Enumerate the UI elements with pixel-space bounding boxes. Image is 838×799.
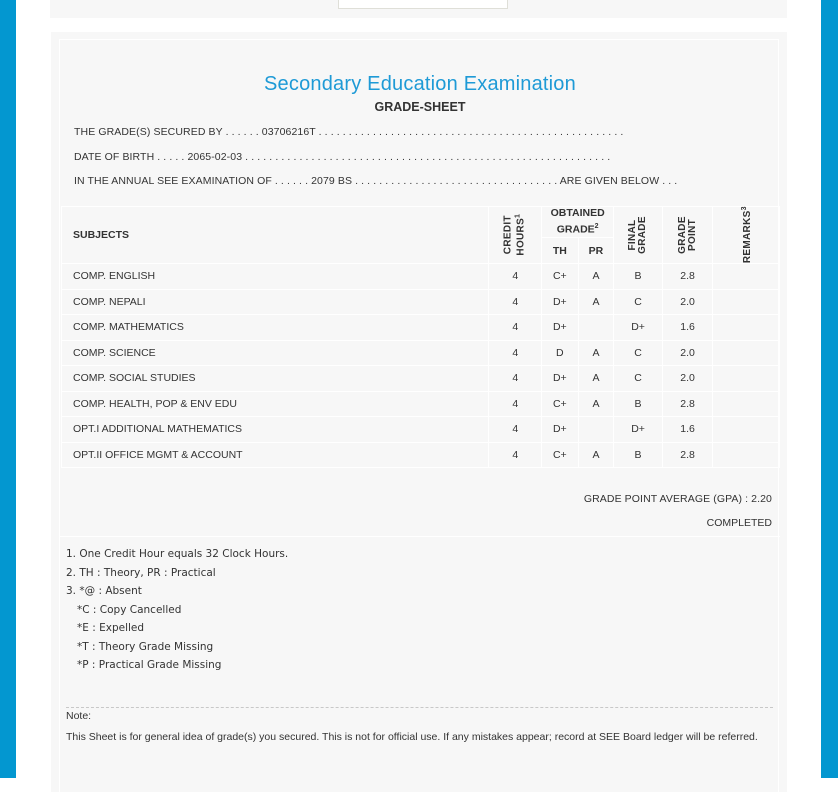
table-row: [62, 391, 780, 417]
page-edge-left: [0, 0, 16, 778]
exam-year-line: IN THE ANNUAL SEE EXAMINATION OF . . . . . . 2079 BS . . . . . . . . . . . . . . . . . . . . . . . . . . . . . . . . . . ARE GIVEN BELOW . . .: [74, 175, 678, 187]
footnote-item: *P : Practical Grade Missing: [77, 659, 222, 671]
subject-cell: OPT.II OFFICE MGMT & ACCOUNT: [62, 442, 489, 468]
theory-grade-cell: C+: [542, 264, 579, 290]
remarks-cell: [713, 442, 780, 468]
credit-hours-header: CREDIT HOURS$^1$: [489, 207, 542, 264]
exam-title: Secondary Education Examination: [264, 73, 576, 95]
grade-sheet: [59, 39, 779, 799]
subject-cell: COMP. SCIENCE: [62, 340, 489, 366]
remarks-cell: [713, 340, 780, 366]
grade-point-cell: 2.0: [662, 289, 712, 315]
credit-cell: 4: [489, 289, 542, 315]
footnote-item: *E : Expelled: [77, 622, 145, 634]
practical-grade-cell: A: [578, 442, 614, 468]
footnote-item: 2. TH : Theory, PR : Practical: [66, 566, 216, 579]
final-grade-cell: B: [614, 264, 663, 290]
table-row: [62, 315, 780, 341]
note-label: Note:: [66, 710, 92, 722]
grade-point-header: GRADE POINT: [662, 207, 712, 264]
footnote-item: 1. One Credit Hour equals 32 Clock Hours.: [66, 548, 289, 560]
final-grade-cell: C: [614, 340, 663, 366]
grade-point-cell: 2.0: [662, 366, 712, 392]
final-grade-cell: B: [614, 442, 663, 468]
gpa-summary: GRADE POINT AVERAGE (GPA) : 2.20: [583, 493, 772, 505]
date-of-birth-line: DATE OF BIRTH . . . . . 2065-02-03 . . . . . . . . . . . . . . . . . . . . . . . . . . . . . . . . . . . . . . . . . . . . . . . . . . . . . . . . . . . . .: [74, 151, 611, 163]
practical-grade-cell: A: [578, 391, 614, 417]
table-row: [62, 417, 780, 443]
table-row: [62, 264, 780, 290]
final-grade-cell: B: [614, 391, 663, 417]
grade-point-cell: 2.8: [662, 442, 712, 468]
final-grade-cell: C: [614, 289, 663, 315]
theory-grade-cell: D+: [542, 315, 579, 341]
theory-grade-cell: C+: [542, 442, 579, 468]
divider: [60, 536, 780, 537]
grades-table: [61, 206, 780, 468]
remarks-cell: [713, 417, 780, 443]
subject-cell: OPT.I ADDITIONAL MATHEMATICS: [62, 417, 489, 443]
credit-cell: 4: [489, 442, 542, 468]
subject-cell: COMP. HEALTH, POP & ENV EDU: [62, 391, 489, 417]
footnotes: [66, 545, 288, 675]
table-header-row: [62, 207, 780, 238]
result-status: COMPLETED: [706, 517, 772, 529]
grade-point-cell: 1.6: [662, 315, 712, 341]
symbol-number-input[interactable]: [338, 0, 508, 9]
subjects-header: SUBJECTS: [62, 207, 489, 264]
remarks-cell: [713, 366, 780, 392]
practical-grade-cell: [578, 417, 614, 443]
footnote-item: *T : Theory Grade Missing: [77, 640, 214, 653]
table-row: [62, 442, 780, 468]
theory-grade-cell: D+: [542, 366, 579, 392]
credit-cell: 4: [489, 391, 542, 417]
remarks-cell: [713, 315, 780, 341]
grade-point-cell: 2.8: [662, 391, 712, 417]
final-grade-cell: C: [614, 366, 663, 392]
credit-cell: 4: [489, 366, 542, 392]
grade-point-cell: 1.6: [662, 417, 712, 443]
subject-cell: COMP. NEPALI: [62, 289, 489, 315]
practical-grade-cell: A: [578, 366, 614, 392]
practical-grade-cell: A: [578, 289, 614, 315]
final-grade-cell: D+: [614, 417, 663, 443]
secured-by-line: THE GRADE(S) SECURED BY . . . . . . 03706216T . . . . . . . . . . . . . . . . . . . . . . . . . . . . . . . . . . . . . . . . . . . . . . . . . . .: [74, 126, 624, 138]
theory-grade-cell: D+: [542, 289, 579, 315]
table-row: [62, 340, 780, 366]
footnote-item: 3. *@ : Absent: [66, 585, 142, 597]
dashed-divider: [66, 707, 773, 708]
practical-grade-cell: [578, 315, 614, 341]
sheet-subtitle: GRADE-SHEET: [374, 100, 466, 114]
theory-grade-cell: C+: [542, 391, 579, 417]
theory-header: TH: [542, 238, 579, 264]
theory-grade-cell: D+: [542, 417, 579, 443]
final-grade-cell: D+: [614, 315, 663, 341]
theory-grade-cell: D: [542, 340, 579, 366]
credit-cell: 4: [489, 315, 542, 341]
obtained-grade-header: OBTAINED GRADE$^2$: [542, 207, 614, 238]
remarks-header: REMARKS$^3$: [713, 207, 780, 264]
credit-cell: 4: [489, 264, 542, 290]
remarks-cell: [713, 264, 780, 290]
practical-grade-cell: A: [578, 340, 614, 366]
search-panel: [50, 0, 787, 18]
remarks-cell: [713, 289, 780, 315]
disclaimer-note: This Sheet is for general idea of grade(s) you secured. This is not for official use. If any mistakes appear; record at SEE Board ledger will be referred.: [66, 731, 758, 743]
subject-cell: COMP. SOCIAL STUDIES: [62, 366, 489, 392]
subject-cell: COMP. ENGLISH: [62, 264, 489, 290]
page-edge-right: [821, 0, 838, 778]
remarks-cell: [713, 391, 780, 417]
subject-cell: COMP. MATHEMATICS: [62, 315, 489, 341]
grade-point-cell: 2.8: [662, 264, 712, 290]
table-row: [62, 289, 780, 315]
practical-grade-cell: A: [578, 264, 614, 290]
footnote-item: *C : Copy Cancelled: [77, 603, 182, 616]
grade-point-cell: 2.0: [662, 340, 712, 366]
grade-sheet-panel: [51, 32, 787, 792]
credit-cell: 4: [489, 417, 542, 443]
final-grade-header: FINAL GRADE: [614, 207, 663, 264]
credit-cell: 4: [489, 340, 542, 366]
table-row: [62, 366, 780, 392]
practical-header: PR: [578, 238, 614, 264]
